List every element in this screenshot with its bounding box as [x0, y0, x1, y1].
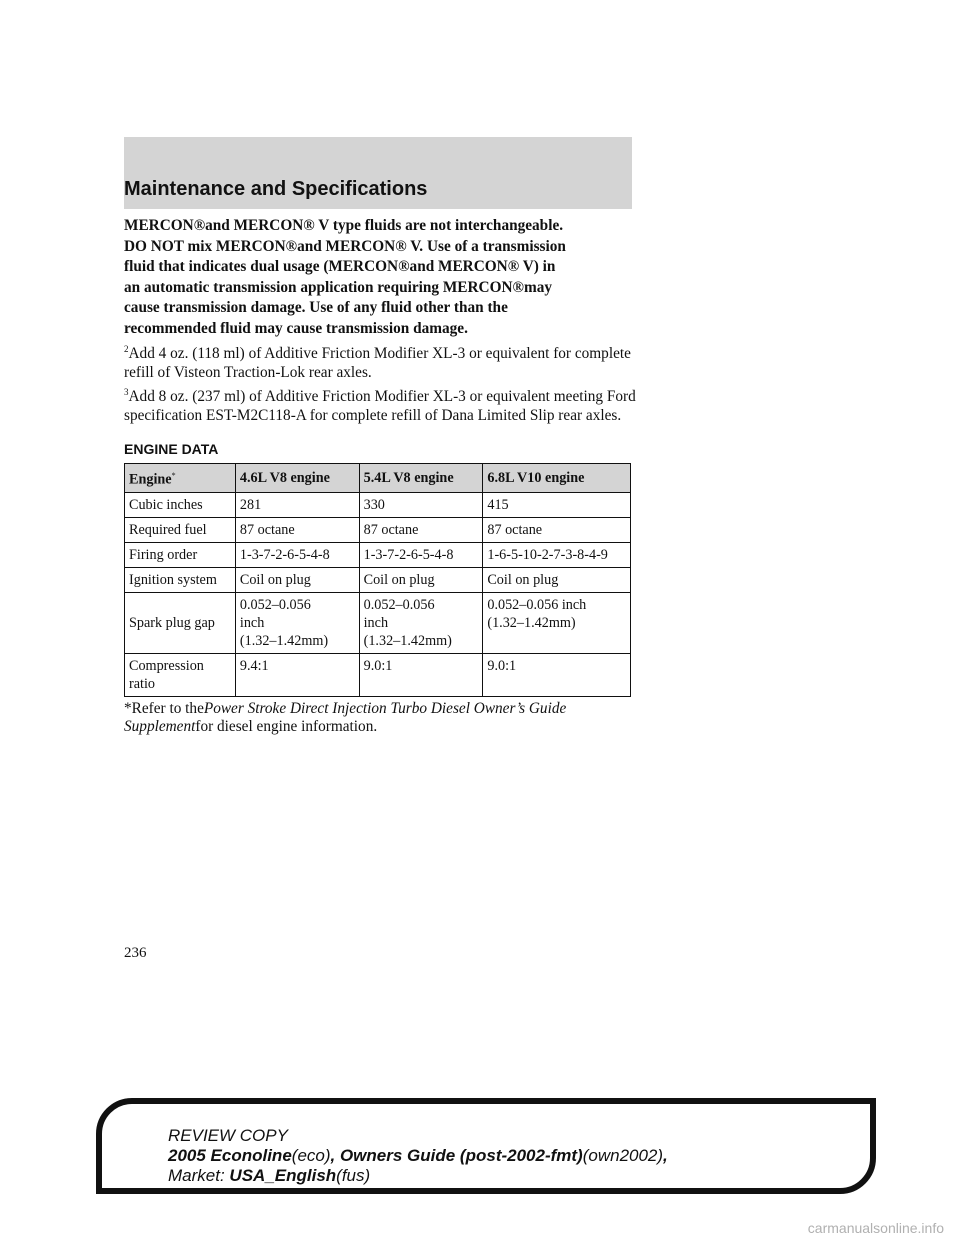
review-model-line: 2005 Econoline(eco), Owners Guide (post-2002-fmt)(own2002), — [168, 1146, 668, 1165]
diesel-footnote: *Refer to thePower Stroke Direct Injection Turbo Diesel Owner’s Guide Supplementfor diesel engine information. — [124, 699, 567, 736]
axle-note-3: $^3$Add 8 oz. (237 ml) of Additive Friction Modifier XL-3 or equivalent meeting Ford specification EST-M2C118-A for complete refill of Dana Limited Slip rear axles. — [124, 386, 636, 424]
table-row: Compression ratio 9.4:1 9.0:1 9.0:1 — [125, 653, 631, 696]
header-4-6l: 4.6L V8 engine — [235, 464, 359, 493]
review-market-line: Market: USA_English(fus) — [168, 1166, 371, 1185]
header-6-8l: 6.8L V10 engine — [483, 464, 631, 493]
table-row: Spark plug gap 0.052–0.056 inch (1.32–1.42mm) 0.052–0.056 inch (1.32–1.42mm) 0.052–0.056 inch (1.32–1.42mm) — [125, 592, 631, 653]
header-engine: Engine* — [125, 464, 236, 493]
page-title: Maintenance and Specifications — [124, 178, 428, 200]
axle-note-2: $^2$Add 4 oz. (118 ml) of Additive Friction Modifier XL-3 or equivalent for complete refill of Visteon Traction-Lok rear axles. — [124, 343, 631, 381]
section-title: ENGINE DATA — [124, 441, 219, 457]
review-copy-box — [96, 1098, 876, 1194]
table-row: Ignition system Coil on plug Coil on plug Coil on plug — [125, 567, 631, 592]
table-row: Firing order 1-3-7-2-6-5-4-8 1-3-7-2-6-5-4-8 1-6-5-10-2-7-3-8-4-9 — [125, 542, 631, 567]
table-row: Cubic inches 281 330 415 — [125, 492, 631, 517]
header-5-4l: 5.4L V8 engine — [359, 464, 483, 493]
table-header-row — [125, 464, 631, 493]
page-content — [124, 216, 644, 737]
transmission-fluid-warning: MERCON®and MERCON® V type fluids are not interchangeable. DO NOT mix MERCON®and MERCON® V. Use of a transmission fluid that indicates dual usage (MERCON®and MERCON® V) in an automatic transmission application requiring MERCON®may cause transmission damage. Use of any fluid other than the recommended fluid may cause transmission damage. — [124, 217, 566, 337]
page-number: 236 — [124, 945, 147, 961]
engine-data-table — [124, 463, 631, 697]
watermark: carmanualsonline.info — [807, 1220, 944, 1236]
review-copy-label: REVIEW COPY — [168, 1126, 288, 1145]
table-row: Required fuel 87 octane 87 octane 87 octane — [125, 517, 631, 542]
